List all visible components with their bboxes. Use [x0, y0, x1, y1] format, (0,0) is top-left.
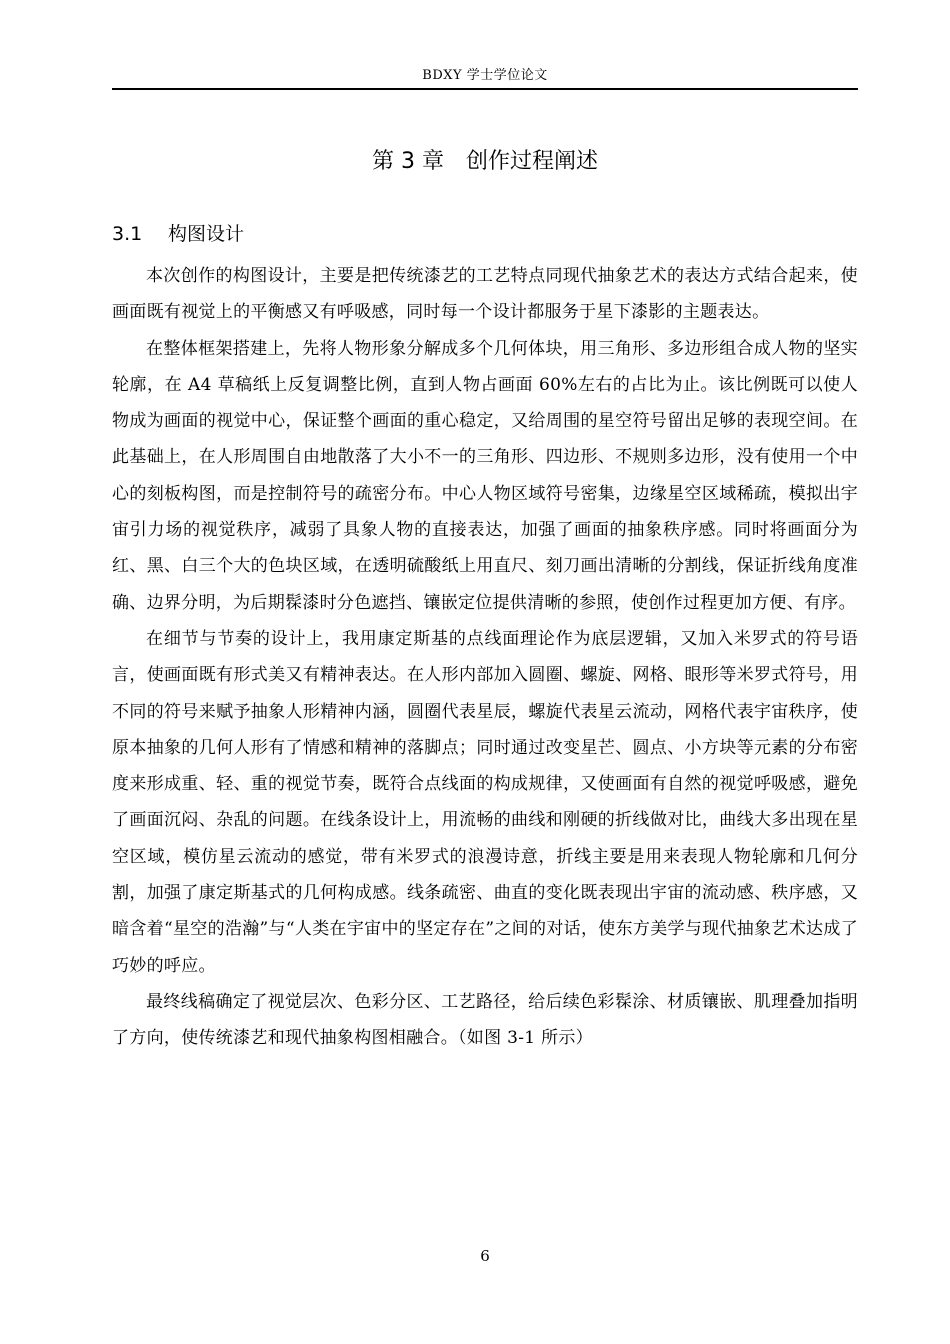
section-title: 构图设计	[168, 223, 245, 245]
chapter-title	[112, 146, 858, 178]
section-number: 3.1	[112, 223, 143, 245]
header-rule	[112, 88, 858, 90]
running-header: BDXY 学士学位论文	[422, 68, 548, 83]
section-heading	[112, 220, 858, 248]
paragraph: 本次创作的构图设计，主要是把传统漆艺的工艺特点同现代抽象艺术的表达方式结合起来，使画面既有视觉上的平衡感又有呼吸感，同时每一个设计都服务于星下漆影的主题表达。	[112, 266, 858, 323]
chapter-title-text: 创作过程阐述	[465, 149, 598, 174]
paragraph: 最终线稿确定了视觉层次、色彩分区、工艺路径，给后续色彩髹涂、材质镶嵌、肌理叠加指明了方向，使传统漆艺和现代抽象构图相融合。（如图 3-1 所示）	[112, 991, 858, 1049]
page-number: 6	[480, 1247, 490, 1265]
paragraph: 在整体框架搭建上，先将人物形象分解成多个几何体块，用三角形、多边形组合成人物的坚实轮廓，在 A4 草稿纸上反复调整比例，直到人物占画面 60%左右的占比为止。该比例既可以使人物成为画面的视觉中心，保证整个画面的重心稳定，又给周围的星空符号留出足够的表现空间。在此基础上，在人形周围自由地散落了大小不一的三角形、四边形、不规则多边形，没有使用一个中心的刻板构图，而是控制符号的疏密分布。中心人物区域符号密集，边缘星空区域稀疏，模拟出宇宙引力场的视觉秩序，减弱了具象人物的直接表达，加强了画面的抽象秩序感。同时将画面分为红、黑、白三个大的色块区域，在透明硫酸纸上用直尺、刻刀画出清晰的分割线，保证折线角度准确、边界分明，为后期髹漆时分色遮挡、镶嵌定位提供清晰的参照，使创作过程更加方便、有序。	[112, 338, 858, 613]
paragraph: 在细节与节奏的设计上，我用康定斯基的点线面理论作为底层逻辑，又加入米罗式的符号语言，使画面既有形式美又有精神表达。在人形内部加入圆圈、螺旋、网格、眼形等米罗式符号，用不同的符号来赋予抽象人形精神内涵，圆圈代表星辰，螺旋代表星云流动，网格代表宇宙秩序，使原本抽象的几何人形有了情感和精神的落脚点；同时通过改变星芒、圆点、小方块等元素的分布密度来形成重、轻、重的视觉节奏，既符合点线面的构成规律，又使画面有自然的视觉呼吸感，避免了画面沉闷、杂乱的问题。在线条设计上，用流畅的曲线和刚硬的折线做对比，曲线大多出现在星空区域，模仿星云流动的感觉，带有米罗式的浪漫诗意，折线主要是用来表现人物轮廓和几何分割，加强了康定斯基式的几何构成感。线条疏密、曲直的变化既表现出宇宙的流动感、秩序感，又暗含着“星空的浩瀚”与“人类在宇宙中的坚定存在”之间的对话，使东方美学与现代抽象艺术达成了巧妙的呼应。	[112, 628, 858, 976]
chapter-number: 第 3 章	[372, 149, 444, 174]
body-text	[112, 258, 858, 1057]
